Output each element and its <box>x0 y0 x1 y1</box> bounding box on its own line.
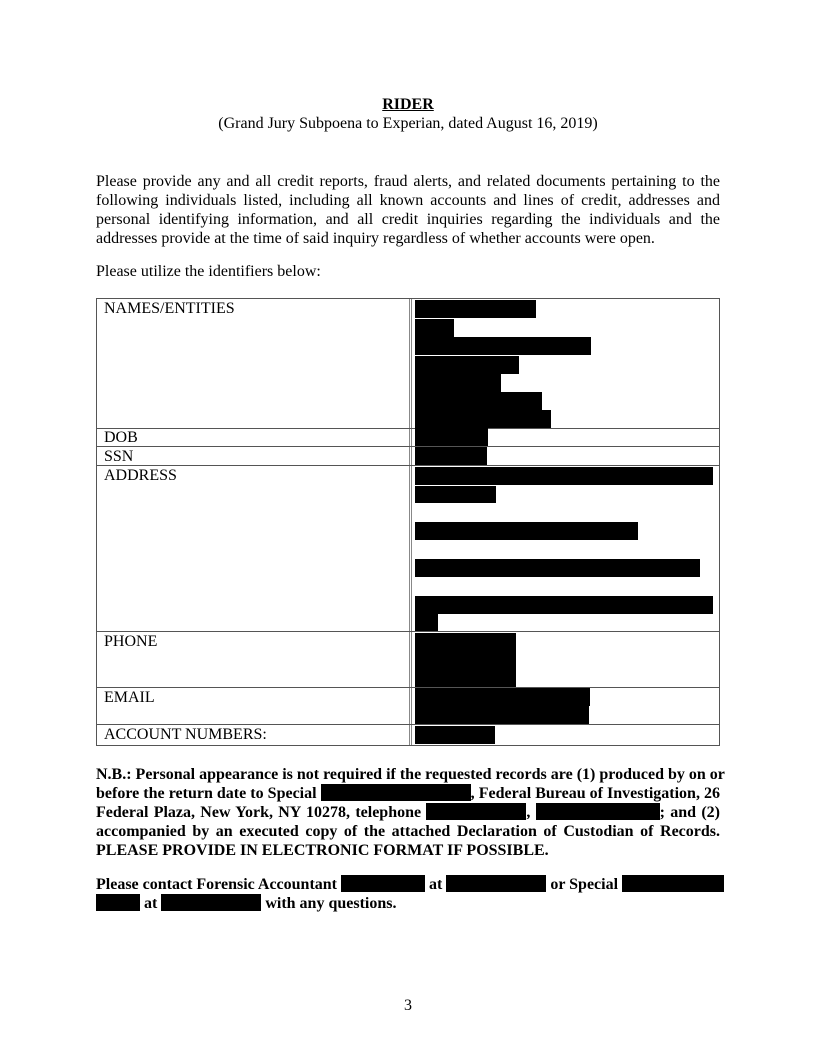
redaction-block <box>415 669 516 687</box>
row-label: EMAIL <box>104 689 155 706</box>
identifiers-table <box>96 298 720 746</box>
table-row-phone <box>97 632 719 688</box>
contact-text: at <box>429 876 443 893</box>
contact-text: or Special <box>550 876 619 893</box>
nb-text: ; and (2) <box>659 804 721 821</box>
redaction-block <box>161 894 261 911</box>
redaction-block <box>415 374 501 392</box>
row-label: NAMES/ENTITIES <box>104 300 235 317</box>
page-number: 3 <box>404 997 412 1014</box>
redaction-block <box>415 467 713 485</box>
contact-paragraph <box>96 875 720 913</box>
redaction-block <box>415 633 516 651</box>
redaction-block <box>415 319 454 337</box>
redaction-block <box>415 392 542 410</box>
intro-line: Please provide any and all credit reports, fraud alerts, and related documents pertaining to the <box>96 173 720 190</box>
nb-paragraph <box>96 765 725 860</box>
nb-text: , Federal Bureau of Investigation, 26 <box>470 785 721 802</box>
redaction-block <box>415 651 516 669</box>
table-row-ssn <box>97 447 719 466</box>
nb-line: PLEASE PROVIDE IN ELECTRONIC FORMAT IF POSSIBLE. <box>96 842 549 859</box>
intro-paragraph <box>96 172 720 248</box>
redaction-block <box>415 300 536 318</box>
table-row-dob <box>97 428 719 447</box>
nb-text: before the return date to Special <box>96 785 317 802</box>
redaction-block <box>415 428 488 446</box>
redaction-block <box>536 803 660 820</box>
redaction-block <box>446 875 546 892</box>
redaction-block <box>415 356 519 374</box>
row-label: DOB <box>104 429 138 446</box>
redaction-block <box>426 803 526 820</box>
document-title: RIDER <box>382 96 434 113</box>
redaction-block <box>415 522 638 540</box>
redaction-block <box>415 706 589 724</box>
row-label: SSN <box>104 448 134 465</box>
nb-line: accompanied by an executed copy of the attached Declaration of Custodian of Records. <box>96 823 720 840</box>
row-label: ADDRESS <box>104 467 177 484</box>
table-row-names <box>97 299 719 429</box>
redaction-block <box>415 410 551 428</box>
intro-line: addresses provide at the time of said inquiry regardless of whether accounts were open. <box>96 230 655 247</box>
contact-text: at <box>144 895 158 912</box>
redaction-block <box>341 875 425 892</box>
redaction-block <box>96 894 140 911</box>
redaction-block <box>321 784 471 801</box>
contact-text: Please contact Forensic Accountant <box>96 876 337 893</box>
table-row-address <box>97 466 719 632</box>
redaction-block <box>415 559 700 577</box>
row-label: PHONE <box>104 633 158 650</box>
redaction-block <box>415 596 713 614</box>
intro-line: following individuals listed, including all known accounts and lines of credit, addresses and <box>96 192 720 209</box>
row-label: ACCOUNT NUMBERS: <box>104 726 267 743</box>
nb-text: Federal Plaza, New York, NY 10278, telephone <box>96 804 422 821</box>
contact-text: with any questions. <box>265 895 397 912</box>
nb-text: , <box>526 804 531 821</box>
identifiers-intro: Please utilize the identifiers below: <box>96 263 321 280</box>
redaction-block <box>415 486 496 503</box>
table-row-email <box>97 688 719 725</box>
redaction-block <box>415 447 487 465</box>
redaction-block <box>415 726 495 744</box>
nb-line <box>96 803 720 822</box>
redaction-block <box>415 614 438 631</box>
redaction-block <box>415 337 591 355</box>
intro-line: personal identifying information, and all credit inquiries regarding the individuals and the <box>96 211 720 228</box>
document-subtitle: (Grand Jury Subpoena to Experian, dated August 16, 2019) <box>218 115 598 132</box>
nb-line: N.B.: Personal appearance is not required if the requested records are (1) produced by on or <box>96 766 725 783</box>
redaction-block <box>415 688 590 706</box>
contact-line <box>96 875 720 894</box>
table-row-account-numbers <box>97 725 719 745</box>
redaction-block <box>622 875 724 892</box>
nb-line <box>96 784 720 803</box>
contact-line <box>96 894 720 913</box>
